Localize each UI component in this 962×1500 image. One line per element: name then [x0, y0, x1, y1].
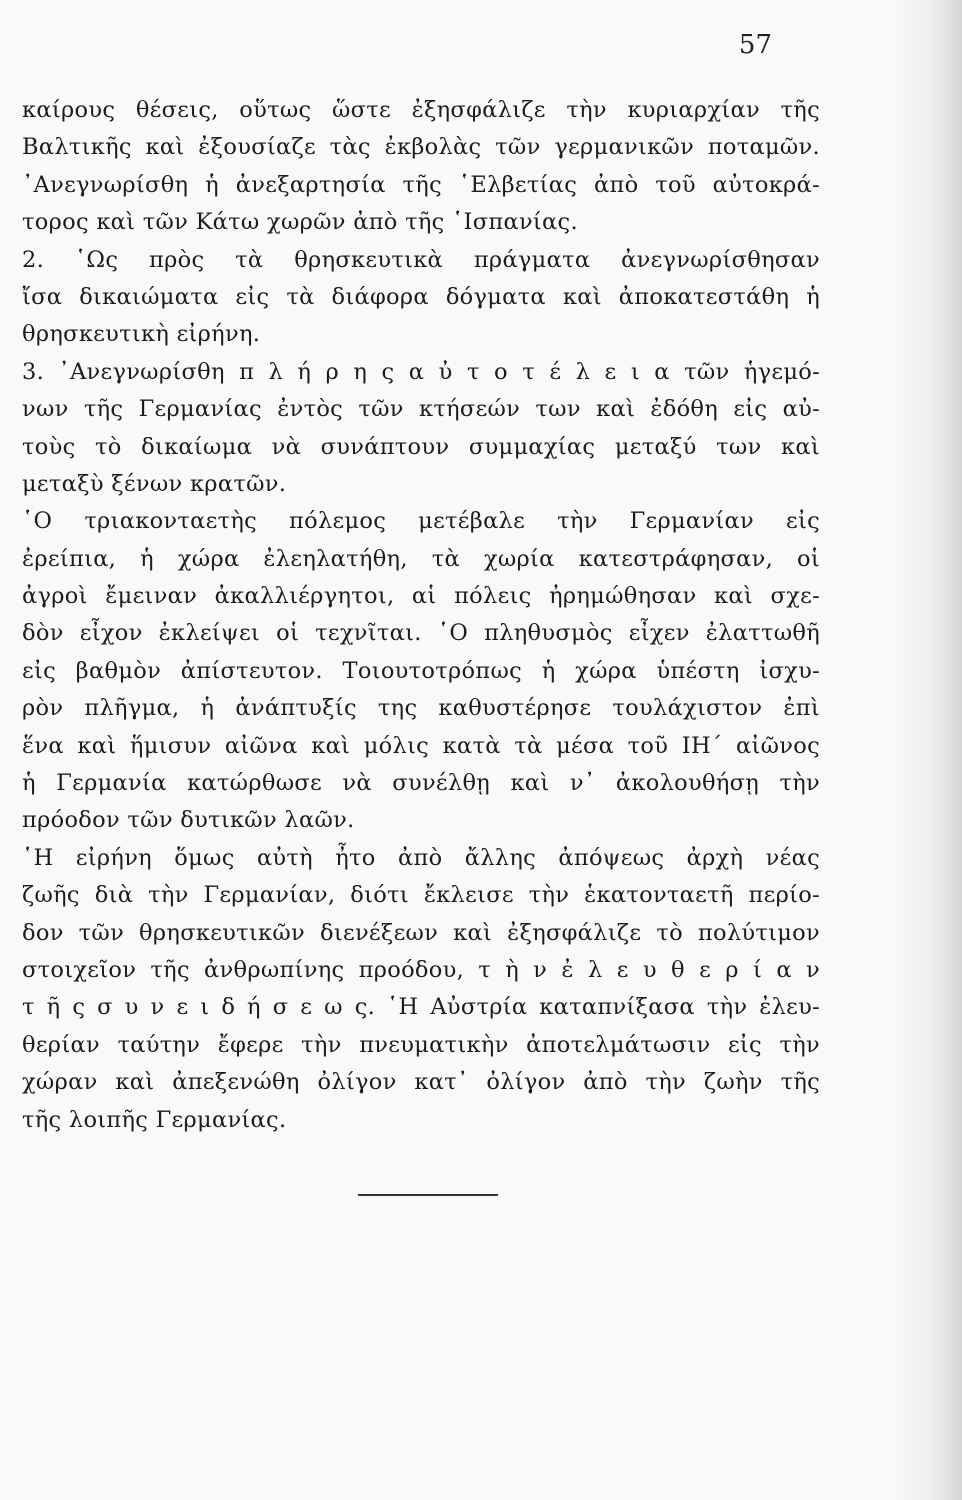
text-line-20: πρόοδον τῶν δυτικῶν λαῶν. [22, 807, 355, 834]
text-line-22: ζωῆς διὰ τὴν Γερμανίαν, διότι ἔκλεισε τὴν ἑκατονταετῆ περίο- [22, 882, 820, 909]
text-line-7: θρησκευτικὴ εἰρήνη. [22, 321, 261, 348]
text-line-11: μεταξὺ ξένων κρατῶν. [22, 470, 287, 497]
text-line-10: τοὺς τὸ δικαίωμα νὰ συνάπτουν συμμαχίας μεταξύ των καὶ [22, 433, 820, 460]
text-line-23: δον τῶν θρησκευτικῶν διενέξεων καὶ ἐξησφάλιζε τὸ πολύτιμον [22, 919, 820, 946]
body-text [22, 92, 820, 1139]
text-line-16: εἰς βαθμὸν ἀπίστευτον. Τοιουτοτρόπως ἡ χώρα ὑπέστη ἰσχυ- [22, 657, 820, 684]
text-line-19: ἡ Γερμανία κατώρθωσε νὰ συνέλθῃ καὶ ν᾿ ἀκολουθήσῃ τὴν [22, 770, 820, 797]
text-line-25: τ ῆ ς σ υ ν ε ι δ ή σ ε ω ς. ῾Η Αὐστρία καταπνίξασα τὴν ἐλευ- [22, 994, 820, 1021]
section-end-rule [358, 1194, 498, 1196]
text-line-4: τορος καὶ τῶν Κάτω χωρῶν ἀπὸ τῆς ῾Ισπανίας. [22, 209, 578, 236]
text-line-8: 3. ᾿Ανεγνωρίσθη π λ ή ρ η ς α ὐ τ ο τ έ λ ε ι α τῶν ἡγεμό- [22, 358, 820, 385]
text-line-17: ρὸν πλῆγμα, ἡ ἀνάπτυξίς της καθυστέρησε τουλάχιστον ἐπὶ [22, 695, 820, 722]
text-line-3: ᾿Ανεγνωρίσθη ἡ ἀνεξαρτησία τῆς ῾Ελβετίας ἀπὸ τοῦ αὐτοκρά- [22, 171, 820, 198]
text-line-21: ῾Η εἰρήνη ὅμως αὐτὴ ἦτο ἀπὸ ἄλλης ἀπόψεως ἀρχὴ νέας [22, 844, 820, 871]
page-number: 57 [738, 30, 772, 60]
text-line-2: Βαλτικῆς καὶ ἐξουσίαζε τὰς ἐκβολὰς τῶν γερμανικῶν ποταμῶν. [22, 134, 820, 161]
text-line-5: 2. ῾Ως πρὸς τὰ θρησκευτικὰ πράγματα ἀνεγνωρίσθησαν [22, 246, 820, 273]
page-edge-shadow [892, 0, 962, 1500]
text-line-26: θερίαν ταύτην ἔφερε τὴν πνευματικὴν ἀποτελμάτωσιν εἰς τὴν [22, 1031, 820, 1058]
text-line-6: ἴσα δικαιώματα εἰς τὰ διάφορα δόγματα καὶ ἀποκατεστάθη ἡ [22, 283, 820, 310]
text-line-15: δὸν εἶχον ἐκλείψει οἱ τεχνῖται. ῾Ο πληθυσμὸς εἶχεν ἐλαττωθῆ [22, 620, 820, 647]
text-line-9: νων τῆς Γερμανίας ἐντὸς τῶν κτήσεών των καὶ ἐδόθη εἰς αὐ- [22, 396, 820, 423]
text-line-1: καίρους θέσεις, οὕτως ὥστε ἐξησφάλιζε τὴν κυριαρχίαν τῆς [22, 97, 820, 123]
text-line-28: τῆς λοιπῆς Γερμανίας. [22, 1106, 287, 1133]
text-line-24: στοιχεῖον τῆς ἀνθρωπίνης προόδου, τ ὴ ν ἐ λ ε υ θ ε ρ ί α ν [22, 956, 820, 983]
text-line-18: ἕνα καὶ ἥμισυν αἰῶνα καὶ μόλις κατὰ τὰ μέσα τοῦ ΙΗ΄ αἰῶνος [22, 732, 820, 759]
text-line-27: χώραν καὶ ἀπεξενώθη ὀλίγον κατ᾿ ὀλίγον ἀπὸ τὴν ζωὴν τῆς [22, 1069, 820, 1096]
text-line-12: ῾Ο τριακονταετὴς πόλεμος μετέβαλε τὴν Γερμανίαν εἰς [22, 508, 820, 535]
text-line-13: ἐρείπια, ἡ χώρα ἐλεηλατήθη, τὰ χωρία κατεστράφησαν, οἱ [22, 545, 820, 572]
text-line-14: ἀγροὶ ἔμειναν ἀκαλλιέργητοι, αἱ πόλεις ἠρημώθησαν καὶ σχε- [22, 583, 820, 610]
